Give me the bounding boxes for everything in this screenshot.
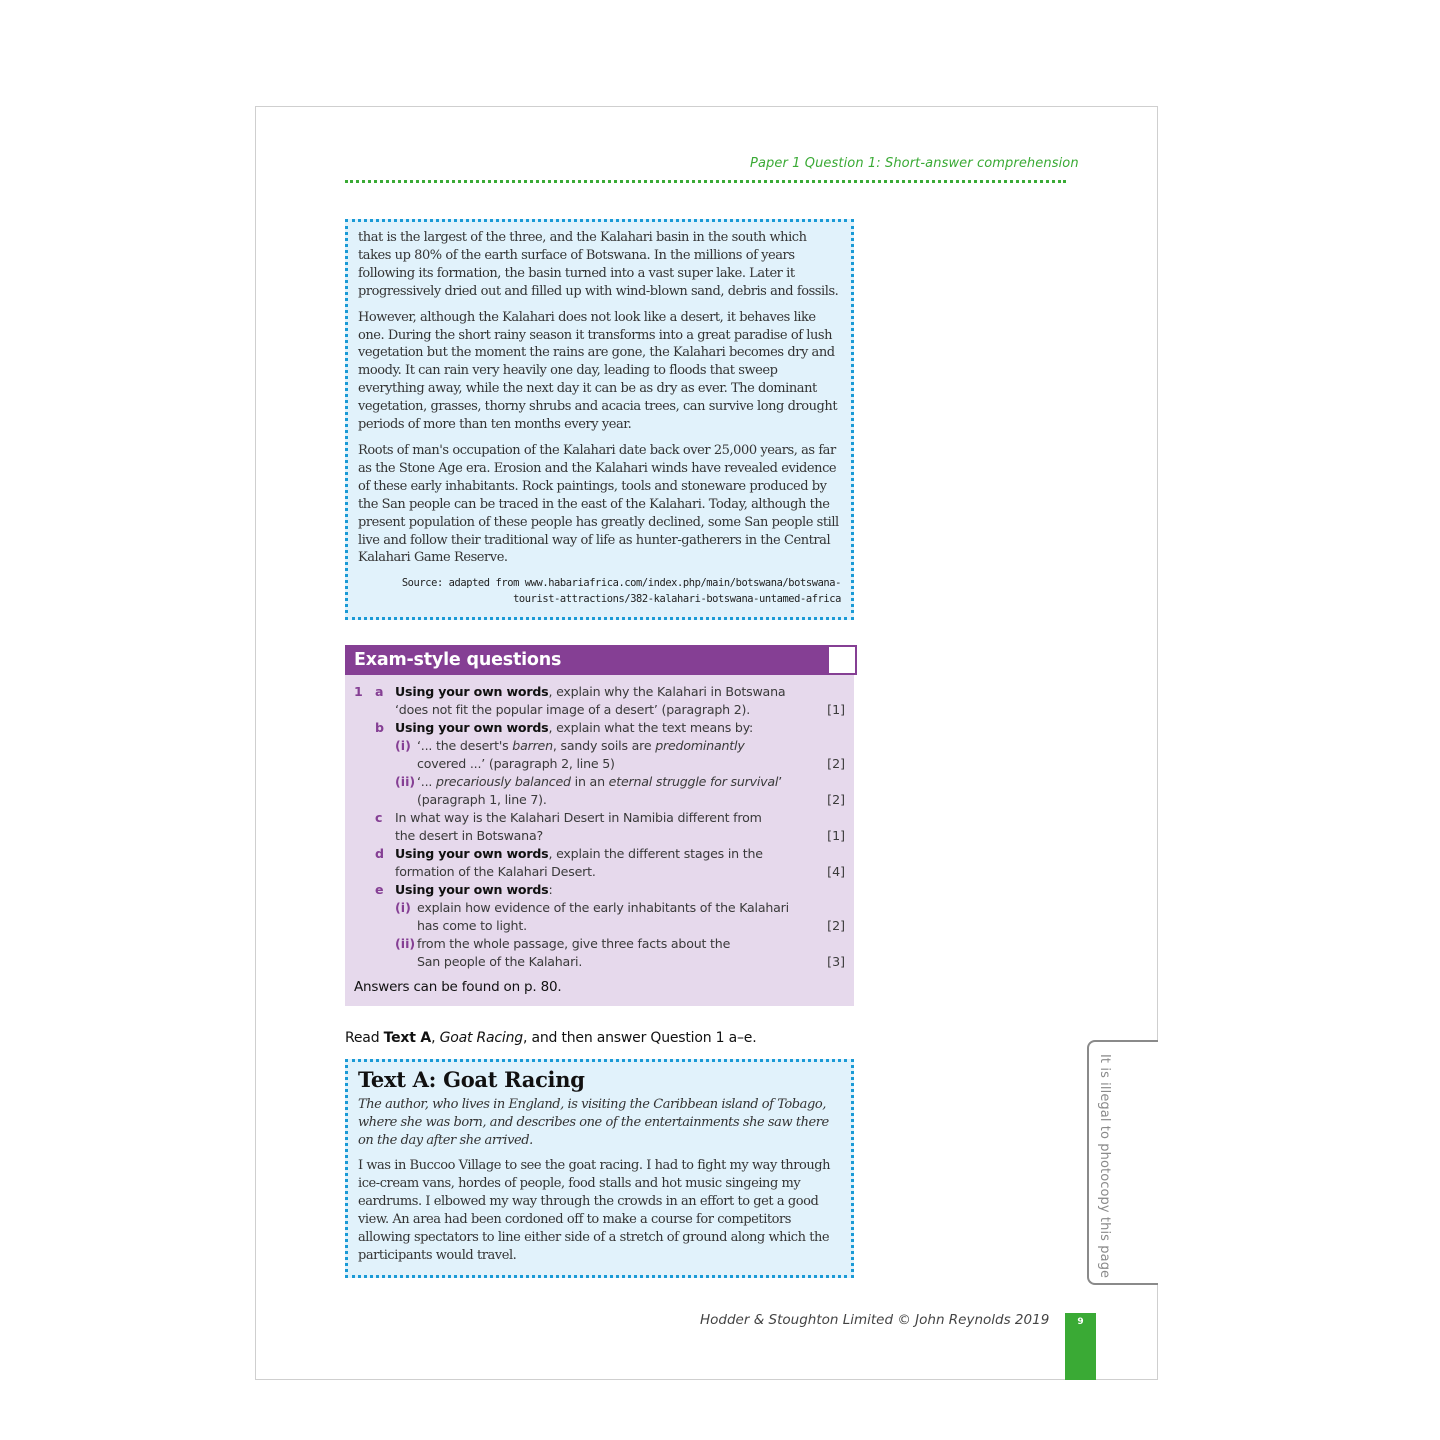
mark: [1] [827,828,845,843]
extract-paragraph: Roots of man's occupation of the Kalahari date back over 25,000 years, as far as the Stone Age era. Erosion and the Kalahari winds have revealed evidence of these early inhabitants. Rock paintings, tools and stoneware produced by the San people can be traced in the east of the Kalahari. Today, although the present population of these people has greatly declined, some San people still live and follow their traditional way of life as hunter-gatherers in the Central Kalahari Game Reserve. [358,442,839,566]
italic-phrase: predominantly [655,738,745,753]
subpart-label: (ii) [395,936,416,951]
extract-paragraph: However, although the Kalahari does not look like a desert, it behaves like one. During the short rainy season it transforms into a great paradise of lush vegetation but the moment the rains are gone, the Kalahari becomes dry and moody. It can rain very heavily one day, leading to floods that sweep everything away, while the next day it can be as dry as ever. The dominant vegetation, grasses, thorny shrubs and acacia trees, can survive long drought periods of more than ten months every year. [358,309,838,433]
instruction-part: , [431,1030,440,1046]
instruction-bold: Text A [383,1030,432,1046]
question-text: the desert in Botswana? [395,828,543,843]
mark: [2] [827,918,845,933]
instruction-part: , and then answer Question 1 a–e. [522,1030,757,1046]
question-text [395,719,753,737]
mark: [2] [827,792,845,807]
part-label: c [375,810,383,825]
question-text-part: ‘... the desert's [417,738,513,753]
running-head: Paper 1 Question 1: Short-answer comprehension [750,156,1079,171]
page-number-tab [1065,1313,1096,1380]
question-text: San people of the Kalahari. [417,954,583,969]
question-text: from the whole passage, give three facts about the [417,936,731,951]
bold-phrase: Using your own words [395,720,549,735]
question-text-part: : [548,882,553,897]
answers-note: Answers can be found on p. 80. [354,979,562,995]
text-a-body: I was in Buccoo Village to see the goat racing. I had to fight my way through ice-cream vans, hordes of people, food stalls and hot music singeing my eardrums. I elbowed my way through the crowds in an effort to get a good view. An area had been cordoned off to make a course for competitors allowing spectators to line either side of a stretch of ground along which the participants would travel. [358,1158,831,1263]
question-text-part: in an [570,774,609,789]
question-text-part: , explain the different stages in the [548,846,763,861]
tick-box[interactable] [827,645,857,675]
bold-phrase: Using your own words [395,846,549,861]
mark: [1] [827,702,845,717]
question-number: 1 [354,684,363,699]
source-line: Source: adapted from www.habariafrica.com/index.php/main/botswana/botswana- [401,577,841,590]
subpart-label: (i) [395,900,411,915]
question-text: In what way is the Kalahari Desert in Namibia different from [395,810,762,825]
italic-phrase: barren [512,738,553,753]
bold-phrase: Using your own words [395,684,549,699]
photocopy-notice: It is illegal to photocopy this page [1097,1054,1112,1279]
question-text-part: , explain why the Kalahari in Botswana [548,684,786,699]
subpart-label: (ii) [395,774,416,789]
question-text: formation of the Kalahari Desert. [395,864,596,879]
part-label: e [375,882,384,897]
subpart-label: (i) [395,738,411,753]
extract-box [345,219,854,620]
mark: [3] [827,954,845,969]
instruction-part: Read [345,1030,384,1046]
question-text-part: , sandy soils are [552,738,656,753]
mark: [2] [827,756,845,771]
question-text [395,881,553,899]
extract-paragraph: that is the largest of the three, and the Kalahari basin in the south which takes up 80% of the earth surface of Botswana. In the millions of years following its formation, the basin turned into a vast super lake. Later it progressively dried out and filled up with wind-blown sand, debris and fossils. [358,230,839,299]
italic-phrase: precariously balanced [436,774,571,789]
question-text-part: , explain what the text means by: [548,720,754,735]
question-text [417,737,745,755]
mark: [4] [827,864,845,879]
question-text [395,845,763,863]
question-text: ‘does not fit the popular image of a desert’ (paragraph 2). [395,702,751,717]
question-text-part: ’ [778,774,783,789]
italic-phrase: eternal struggle for survival [608,774,779,789]
question-text-part: ‘... [417,774,437,789]
text-a-box [345,1059,854,1278]
bold-phrase: Using your own words [395,882,549,897]
question-text: has come to light. [417,918,527,933]
question-text: explain how evidence of the early inhabitants of the Kalahari [417,900,789,915]
question-text: (paragraph 1, line 7). [417,792,547,807]
part-label: a [375,684,384,699]
text-a-intro: The author, who lives in England, is visiting the Caribbean island of Tobago, where she was born, and describes one of the entertainments she saw there on the day after she arrived. [358,1097,829,1148]
part-label: d [375,846,385,861]
text-a-title: Text A: Goat Racing [358,1067,585,1092]
question-text: covered ...’ (paragraph 2, line 5) [417,756,615,771]
instruction-italic: Goat Racing [439,1030,523,1046]
source-line: tourist-attractions/382-kalahari-botswana-untamed-africa [513,593,841,606]
question-text [395,683,785,701]
header-rule [345,180,1066,183]
instruction [345,1028,756,1048]
exam-title: Exam-style questions [345,645,827,675]
source-citation [358,575,841,607]
part-label: b [375,720,385,735]
footer-copyright: Hodder & Stoughton Limited © John Reynolds 2019 [700,1312,1050,1328]
page-number: 9 [1077,1317,1084,1327]
question-text [417,773,782,791]
exam-questions-box [345,645,854,1006]
